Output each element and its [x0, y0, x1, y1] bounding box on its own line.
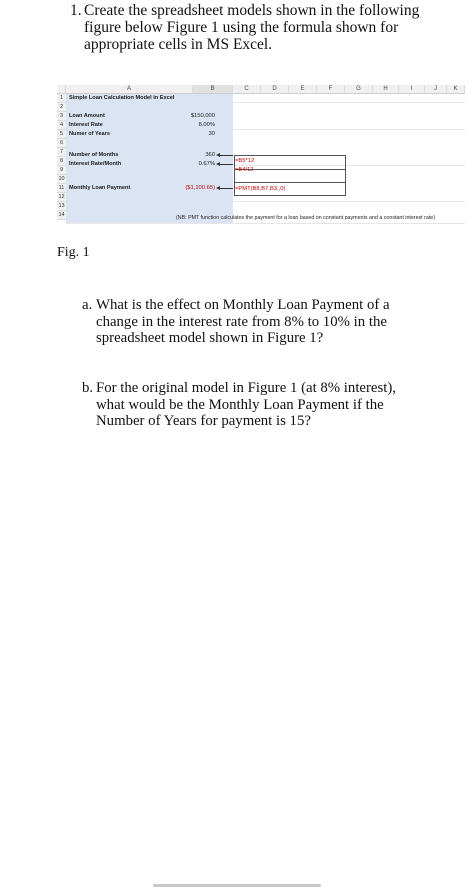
home-indicator[interactable] [153, 884, 321, 887]
question-text: For the original model in Figure 1 (at 8% interest), what would be the Monthly Loan Payment if the Number of Years for payment is 15? [96, 380, 396, 429]
question-letter: b. [82, 380, 94, 396]
cell-label-loan-amount[interactable]: Loan Amount [69, 113, 105, 119]
figure-label: Fig. 1 [57, 245, 90, 260]
formula-rate-month: =B4/12 [235, 167, 254, 173]
spreadsheet-figure [57, 85, 465, 233]
formula-months: =B5*12 [235, 158, 255, 164]
column-header-g[interactable]: G [345, 85, 373, 94]
row-header[interactable]: 12 [58, 194, 65, 200]
row-header[interactable]: 7 [57, 148, 66, 157]
arrow-left-icon [219, 188, 233, 189]
gridline [66, 223, 465, 224]
row-header[interactable]: 6 [57, 139, 66, 148]
question-letter: a. [82, 297, 93, 313]
cell-value-loan-amount[interactable]: $150,000 [190, 113, 215, 119]
cell-value-rate-month[interactable]: 0.67% [198, 161, 215, 167]
row-header[interactable]: 1 [57, 94, 66, 103]
row-header[interactable]: 10 [58, 176, 65, 182]
question-number: 1. [70, 2, 82, 19]
column-header-i[interactable]: I [399, 85, 425, 94]
cell-value-interest-rate[interactable]: 8.00% [198, 122, 215, 128]
column-header-j[interactable]: J [425, 85, 447, 94]
cell-label-years[interactable]: Numer of Years [69, 131, 110, 137]
arrow-left-icon [219, 155, 233, 156]
column-header-h[interactable]: H [373, 85, 399, 94]
question-1 [70, 2, 440, 53]
row-header[interactable]: 3 [57, 112, 66, 121]
formula-divider [234, 182, 346, 183]
select-all-corner[interactable] [57, 85, 66, 94]
cell-label-rate-month[interactable]: Interest Rate/Month [69, 161, 122, 167]
row-header[interactable]: 11 [58, 185, 65, 191]
row-header[interactable]: 13 [58, 203, 65, 209]
row-header[interactable]: 2 [57, 103, 66, 112]
gridline [233, 129, 465, 130]
gridline [233, 201, 465, 202]
row-header[interactable]: 4 [57, 121, 66, 130]
pmt-note[interactable]: (NB: PMT function calculates the payment for a loan based on constant payments and a constant interest rate) [176, 215, 436, 221]
gridline [233, 102, 465, 103]
question-text: Create the spreadsheet models shown in the following figure below Figure 1 using the formula shown for appropriate cells in MS Excel. [84, 2, 420, 53]
column-header-e[interactable]: E [289, 85, 317, 94]
column-header-c[interactable]: C [233, 85, 261, 94]
row-header[interactable]: 5 [57, 130, 66, 139]
sheet-title[interactable]: Simple Loan Calculation Model in Excel [69, 95, 175, 101]
column-header-d[interactable]: D [261, 85, 289, 94]
row-header[interactable]: 9 [57, 166, 66, 175]
row-header[interactable]: 8 [57, 157, 66, 166]
column-header-a[interactable]: A [66, 85, 193, 94]
question-a [82, 297, 427, 347]
cell-value-months[interactable]: 360 [205, 152, 215, 158]
arrow-left-icon [219, 164, 233, 165]
row-header[interactable]: 14 [58, 212, 65, 218]
column-header-k[interactable]: K [447, 85, 465, 94]
cell-label-interest-rate[interactable]: Interest Rate [69, 122, 103, 128]
question-text: What is the effect on Monthly Loan Payment of a change in the interest rate from 8% to 10% in the spreadsheet model shown in Figure 1? [96, 297, 390, 346]
column-header-b[interactable]: B [193, 85, 233, 94]
column-header-f[interactable]: F [317, 85, 345, 94]
question-b [82, 380, 427, 430]
cell-value-payment[interactable]: ($1,100.65) [185, 185, 215, 191]
formula-payment: =PMT(B8,B7,B3,,0) [235, 186, 286, 192]
cell-label-payment[interactable]: Monthly Loan Payment [69, 185, 131, 191]
cell-label-months[interactable]: Number of Months [69, 152, 119, 158]
cell-value-years[interactable]: 30 [208, 131, 215, 137]
